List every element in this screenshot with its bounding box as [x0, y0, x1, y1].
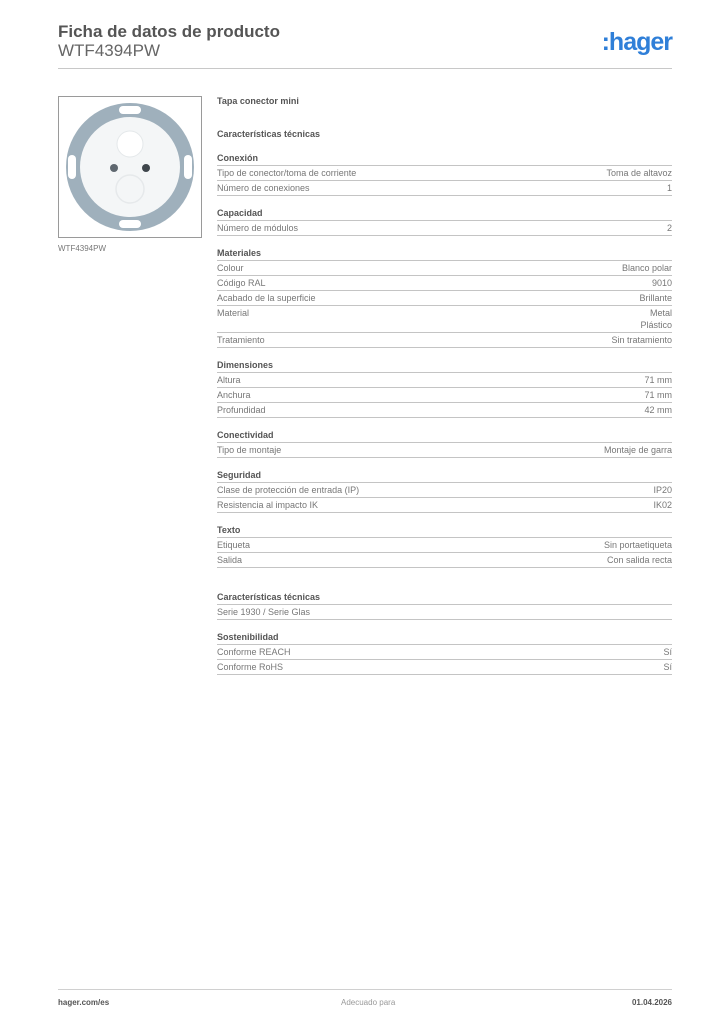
- spec-group: [217, 467, 672, 513]
- spec-value-line: 71 mm: [644, 390, 672, 400]
- spec-row: [217, 538, 672, 553]
- spec-value-line: 42 mm: [644, 405, 672, 415]
- product-name: Tapa conector mini: [217, 96, 299, 106]
- spec-group-title: Texto: [217, 522, 672, 538]
- spec-value-line: Plástico: [640, 320, 672, 330]
- spec-value: [604, 539, 672, 551]
- spec-row: [217, 645, 672, 660]
- spec-label: Anchura: [217, 390, 251, 400]
- spec-label: Conforme RoHS: [217, 662, 284, 672]
- spec-value-line: Toma de altavoz: [606, 168, 672, 178]
- spec-value: [622, 262, 672, 274]
- spec-value: [607, 554, 672, 566]
- spec-value: [652, 277, 672, 289]
- spec-label: Conforme REACH: [217, 647, 291, 657]
- spec-value: [667, 182, 672, 194]
- spec-value-line: 9010: [651, 278, 672, 288]
- spec-label: Tipo de conector/toma de corriente: [217, 168, 357, 178]
- spec-label: Salida: [217, 555, 243, 565]
- product-image: [58, 96, 202, 238]
- spec-row: [217, 181, 672, 196]
- spec-group: [217, 629, 672, 675]
- spec-value: [653, 484, 672, 496]
- spec-group-title: Sostenibilidad: [217, 629, 672, 645]
- spec-row: [217, 498, 672, 513]
- document-header: [58, 22, 672, 60]
- spec-value-line: IP20: [653, 485, 672, 495]
- spec-value-line: 2: [666, 223, 672, 233]
- spec-label: Código RAL: [217, 278, 266, 288]
- spec-label: Clase de protección de entrada (IP): [217, 485, 360, 495]
- product-code: WTF4394PW: [58, 41, 161, 60]
- spec-label: Acabado de la superficie: [217, 293, 316, 303]
- spec-label: Número de conexiones: [217, 183, 310, 193]
- spec-value: [663, 646, 672, 658]
- extra-spec-groups: [217, 589, 672, 675]
- footer-website: hager.com/es: [58, 998, 110, 1007]
- spec-label: Material: [217, 308, 250, 318]
- spec-value: [663, 661, 672, 673]
- spec-group: [217, 427, 672, 458]
- spec-value-line: Sí: [663, 662, 672, 672]
- spec-label: Altura: [217, 375, 241, 385]
- spec-value: [653, 499, 672, 511]
- spec-row: [217, 605, 672, 620]
- spec-value: [644, 374, 672, 386]
- spec-row: [217, 483, 672, 498]
- spec-group-title: Seguridad: [217, 467, 672, 483]
- spec-label: Colour: [217, 263, 244, 273]
- spec-row: [217, 261, 672, 276]
- image-caption: WTF4394PW: [58, 244, 107, 253]
- spec-label: Profundidad: [217, 405, 266, 415]
- spec-row: [217, 333, 672, 348]
- spec-label: Serie 1930 / Serie Glas: [217, 607, 311, 617]
- spec-label: Resistencia al impacto IK: [217, 500, 319, 510]
- spec-value: [611, 334, 672, 346]
- spec-row: [217, 291, 672, 306]
- spec-group: [217, 522, 672, 568]
- spec-value-line: Sin tratamiento: [611, 335, 672, 345]
- hager-logo: :hager: [601, 28, 672, 56]
- socket-cover-illustration: [59, 97, 201, 237]
- spec-value-line: 71 mm: [644, 375, 672, 385]
- spec-value: [639, 292, 672, 304]
- spec-group: [217, 589, 672, 620]
- spec-row: [217, 443, 672, 458]
- spec-row: [217, 306, 672, 333]
- spec-value: [640, 307, 672, 331]
- footer-date: 01.04.2026: [631, 998, 672, 1007]
- header-divider: [58, 68, 672, 69]
- spec-group-title: Conexión: [217, 150, 672, 166]
- spec-group-title: Características técnicas: [217, 589, 672, 605]
- document-title: Ficha de datos de producto: [58, 22, 280, 41]
- spec-row: [217, 403, 672, 418]
- spec-group-title: Capacidad: [217, 205, 672, 221]
- spec-row: [217, 166, 672, 181]
- spec-value-line: Sin portaetiqueta: [603, 540, 672, 550]
- spec-row: [217, 276, 672, 291]
- spec-row: [217, 660, 672, 675]
- spec-value-line: Metal: [649, 308, 672, 318]
- spec-value-line: Brillante: [639, 293, 672, 303]
- spec-value: [604, 444, 672, 456]
- spec-group: [217, 245, 672, 348]
- spec-value: [606, 167, 672, 179]
- spec-group-title: Materiales: [217, 245, 672, 261]
- spec-row: [217, 388, 672, 403]
- spec-value-line: Blanco polar: [621, 263, 672, 273]
- spec-label: Número de módulos: [217, 223, 299, 233]
- footer-divider: [58, 989, 672, 990]
- spec-value: [667, 222, 672, 234]
- spec-group: [217, 357, 672, 418]
- spec-group: [217, 205, 672, 236]
- spec-value: [644, 404, 672, 416]
- section-title: Características técnicas: [217, 129, 321, 139]
- spec-group: [217, 150, 672, 196]
- spec-group-title: Conectividad: [217, 427, 672, 443]
- spec-value-line: 1: [666, 183, 672, 193]
- spec-label: Tratamiento: [217, 335, 265, 345]
- spec-value: [644, 389, 672, 401]
- spec-group-title: Dimensiones: [217, 357, 672, 373]
- spec-row: [217, 553, 672, 568]
- spec-groups: [217, 150, 672, 568]
- spec-value-line: Sí: [663, 647, 672, 657]
- spec-label: Etiqueta: [217, 540, 251, 550]
- spec-value-line: Montaje de garra: [603, 445, 672, 455]
- spec-value-line: Con salida recta: [606, 555, 672, 565]
- spec-row: [217, 221, 672, 236]
- specifications: [217, 94, 672, 675]
- spec-label: Tipo de montaje: [217, 445, 282, 455]
- footer-center-text: Adecuado para: [341, 998, 396, 1007]
- spec-value-line: IK02: [653, 500, 672, 510]
- spec-row: [217, 373, 672, 388]
